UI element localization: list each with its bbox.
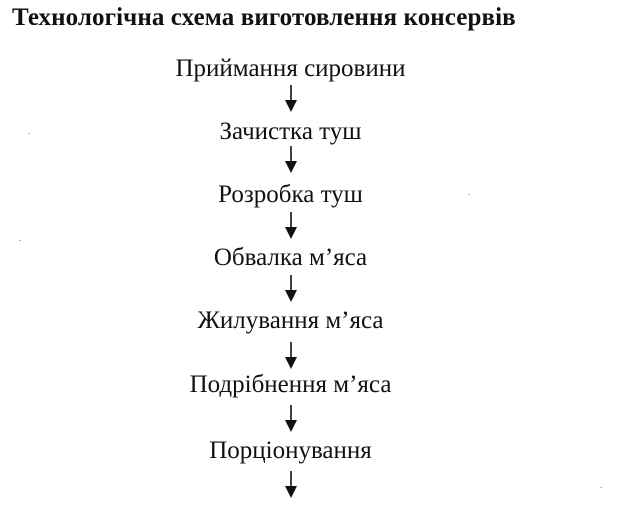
step-5: Жилування м’яса: [197, 307, 384, 334]
scan-speck: [28, 133, 30, 134]
arrow-down-icon: [283, 470, 299, 500]
step-7: Порціонування: [209, 437, 372, 464]
arrow-down-icon: [283, 145, 299, 175]
scan-speck: [19, 240, 21, 241]
arrow-down-icon: [283, 84, 299, 114]
arrow-down-icon: [283, 274, 299, 304]
step-2: Зачистка туш: [219, 118, 362, 145]
step-6: Подрібнення м’яса: [189, 371, 392, 398]
scan-speck: [600, 487, 602, 488]
arrow-down-icon: [283, 211, 299, 241]
arrow-down-icon: [283, 404, 299, 434]
arrow-down-icon: [283, 341, 299, 371]
step-4: Обвалка м’яса: [213, 244, 368, 271]
diagram-title: Технологічна схема виготовлення консервів: [12, 4, 516, 31]
step-3: Розробка туш: [218, 181, 363, 208]
scan-speck: [468, 194, 470, 195]
step-1: Приймання сировини: [175, 55, 406, 82]
